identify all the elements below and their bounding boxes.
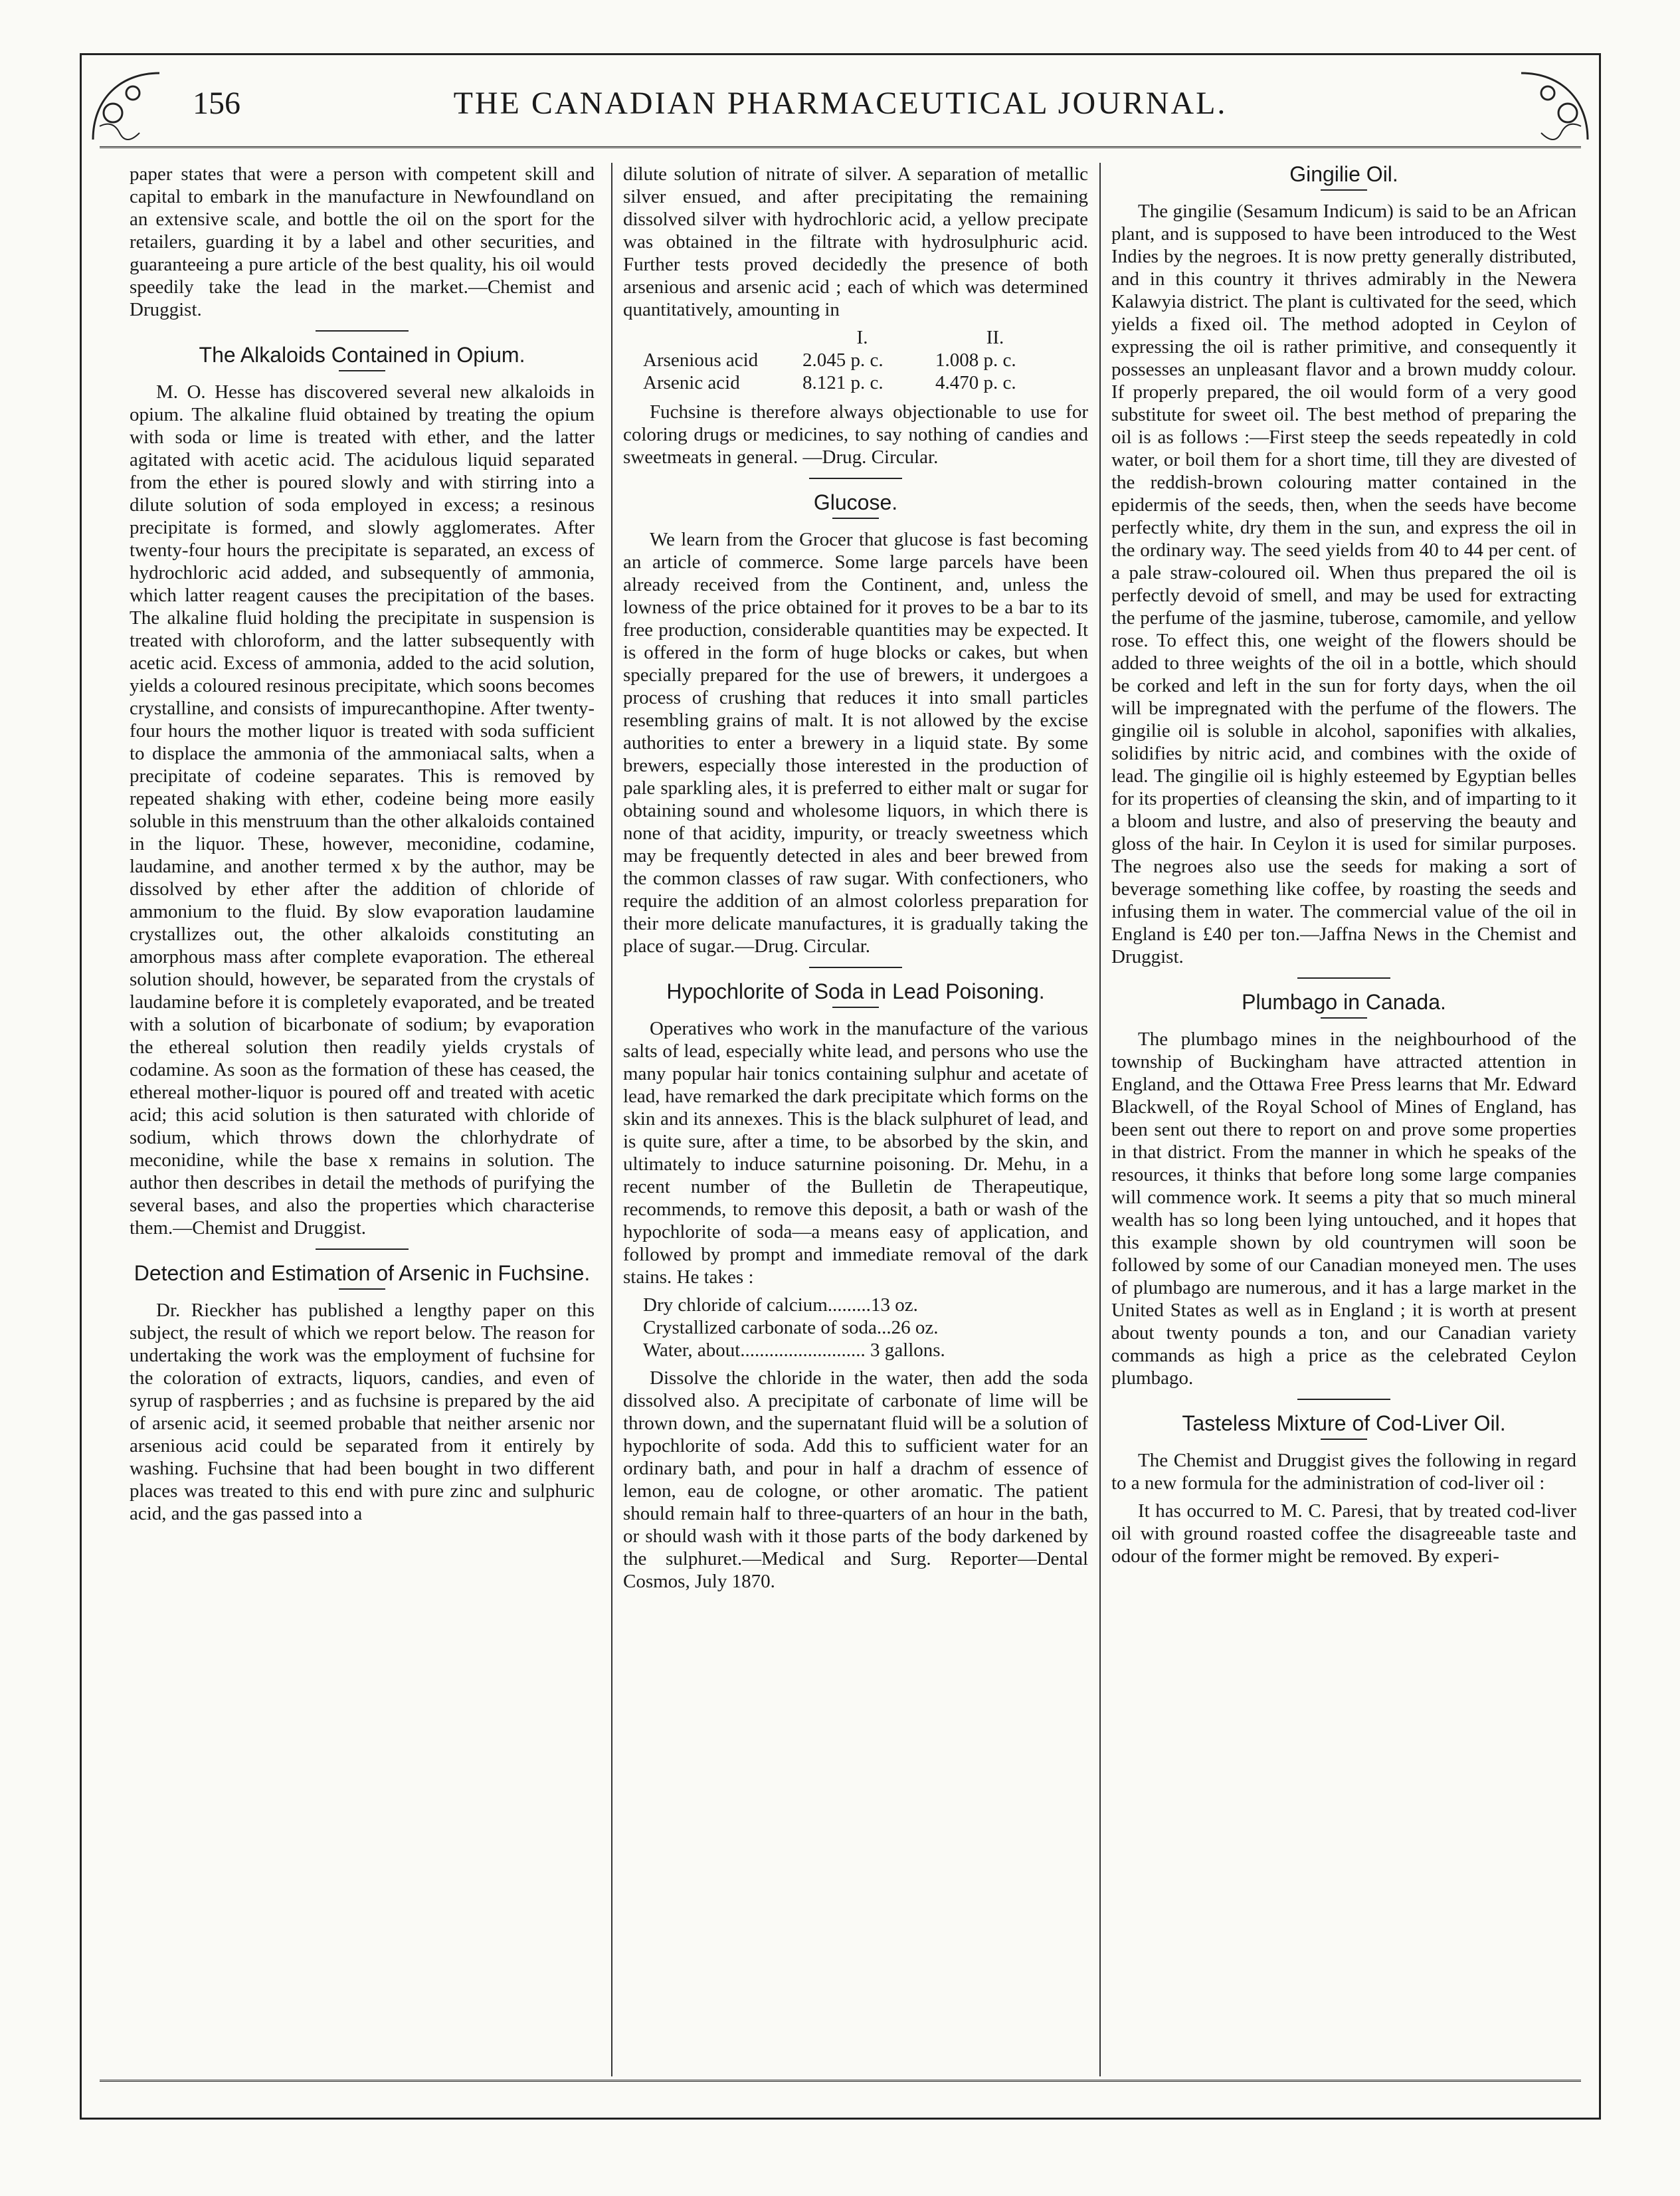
table-cell: Arsenious acid — [643, 349, 759, 371]
heading-rule — [832, 518, 879, 519]
column-divider — [611, 163, 612, 2076]
page-number: 156 — [193, 86, 240, 121]
paragraph: dilute solution of nitrate of silver. A separation of metallic silver ensued, and after precipitating the remaining dissolved silver with hydrochloric acid, a yellow precipate was obtained in the filtrate with hydrosulphuric acid. Further tests proved decidedly the presence of both arsenious and arsenic acid ; each of which was determined quantitatively, amounting in — [623, 163, 1088, 320]
table-cell: Arsenic acid — [643, 372, 740, 393]
heading-rule — [832, 1007, 879, 1008]
heading-rule — [1321, 189, 1367, 191]
paragraph: Dr. Rieckher has published a lengthy paper on this subject, the result of which we report below. The reason for undertaking the work was the employment of fuchsine for the coloration of extracts, liquors, candies, and even of syrup of raspberries ; and as fuchsine is prepared by the aid of arsenic acid, it seemed probable that neither arsenic nor arsenious acid could be separated from it entirely by washing. Fuchsine that had been bought in two different places was treated to this end with pure zinc and sulphuric acid, and the gas passed into a — [130, 1300, 595, 1524]
column-1 — [130, 163, 595, 1530]
heading-rule — [339, 1288, 385, 1290]
arsenic-results-table — [643, 326, 1055, 394]
section-separator — [809, 478, 902, 479]
paragraph: It has occurred to M. C. Paresi, that by treated cod-liver oil with ground roasted coffee the disagreeable taste and odour of the former might be removed. By experi- — [1111, 1500, 1576, 1567]
heading-rule — [339, 370, 385, 371]
header-rule — [100, 146, 1581, 148]
recipe-line: Dry chloride of calcium.........13 oz. — [643, 1294, 918, 1316]
recipe-line: Water, about.......................... 3 gallons. — [643, 1340, 945, 1361]
paragraph: The gingilie (Sesamum Indicum) is said to be an African plant, and is supposed to have been introduced to the West Indies by the negroes. It is now pretty generally distributed, and in this country it thrives admirably in the Newera Kalawyia district. The plant is cultivated for the seed, which yields a fixed oil. The method adopted in Ceylon of expressing the oil is rather primitive, and consequently it possesses an unpleasant flavor and a brown muddy colour. If properly prepared, the oil would form of a very good substitute for sweet oil. The best method of preparing the oil is as follows :—First steep the seeds repeatedly in cold water, or boil them for a short time, till they are divested of the reddish-brown colouring matter contained in the epidermis of the seeds, then, when the seeds have become perfectly white, dry them in the sun, and express the oil in the ordinary way. The seed yields from 40 to 44 per cent. of a pale straw-coloured oil. When thus prepared the oil is perfectly devoid of smell, and may be used for extracting the perfume of the jasmine, tuberose, camomile, and yellow rose. To effect this, one weight of the flowers should be added to three weights of the oil in a bottle, which should be corked and left in the sun for forty days, when the oil will be impregnated with the perfume of the flowers. The gingilie oil is soluble in alcohol, saponifies with alkalies, solidifies by nitric acid, and combines with the oxide of lead. The gingilie oil is highly esteemed by Egyptian belles for its properties of cleansing the skin, and of imparting to it a bloom and lustre, and also of preserving the beauty and gloss of the hair. In Ceylon it is used for similar purposes. The negroes also use the seeds for making a sort of beverage something like coffee, by roasting the seeds and infusing them in water. The commercial value of the oil in England is £40 per ton.—Jaffna News in the Chemist and Druggist. — [1111, 201, 1576, 967]
right-corner-ornament-icon — [1515, 66, 1594, 146]
article-heading: The Alkaloids Contained in Opium. — [199, 343, 525, 367]
table-row — [643, 371, 1055, 394]
article-heading: Hypochlorite of Soda in Lead Poisoning. — [666, 979, 1045, 1003]
column-3 — [1111, 163, 1576, 1573]
table-cell: 8.121 p. c. — [802, 372, 884, 393]
section-separator — [316, 330, 409, 332]
heading-rule — [1321, 1017, 1367, 1019]
table-cell: 2.045 p. c. — [802, 349, 884, 371]
table-header-cell: II. — [986, 327, 1004, 348]
column-2 — [623, 163, 1088, 1598]
table-cell: 4.470 p. c. — [935, 372, 1016, 393]
paragraph: The plumbago mines in the neighbourhood of the township of Buckingham have attracted attention in England, and the Ottawa Free Press learns that Mr. Edward Blackwell, of the Royal School of Mines of England, has been sent out there to report on and prove some properties in that district. From the manner in which he speaks of the resources, it thinks that before long some large companies will commence work. It seems a pity that so much mineral wealth has so long been lying untouched, and it hopes that this example shown by old countrymen will soon be followed by some of our Canadian moneyed men. The uses of plumbago are numerous, and it has a large market in the United States as well as in England ; it is worth at present about twenty pounds a ton, and our Canadian variety commands as high a price as the celebrated Ceylon plumbago. — [1111, 1029, 1576, 1389]
section-separator — [809, 967, 902, 968]
journal-title: THE CANADIAN PHARMACEUTICAL JOURNAL. — [453, 86, 1228, 121]
footer-rule — [100, 2080, 1581, 2082]
recipe-line: Crystallized carbonate of soda...26 oz. — [643, 1317, 939, 1338]
table-cell: 1.008 p. c. — [935, 349, 1016, 371]
article-heading: Plumbago in Canada. — [1242, 990, 1446, 1014]
table-row — [643, 349, 1055, 371]
section-separator — [1297, 977, 1390, 979]
article-heading: Gingilie Oil. — [1289, 162, 1398, 186]
article-heading: Glucose. — [813, 490, 898, 514]
paragraph: paper states that were a person with competent skill and capital to embark in the manufacture in Newfoundland on an extensive scale, and bottle the oil on the sport for the retailers, guarding it by a label and other securities, and guaranteeing a pure article of the best quality, his oil would speedily take the lead in the market.—Chemist and Druggist. — [130, 163, 595, 320]
paragraph: Fuchsine is therefore always objectionable to use for coloring drugs or medicines, to say nothing of candies and sweetmeats in general. —Drug. Circular. — [623, 401, 1088, 468]
column-divider — [1099, 163, 1101, 2076]
paragraph: We learn from the Grocer that glucose is fast becoming an article of commerce. Some large parcels have been already received from the Continent, and, unless the lowness of the price obtained for it proves to be a bar to its free production, considerable quantities may be expected. It is offered in the form of huge blocks or cakes, but when specially prepared for the use of brewers, it undergoes a process of crushing that reduces it into small particles resembling grains of malt. It is not allowed by the excise authorities to enter a brewery in a liquid state. By some brewers, especially those interested in the production of pale sparkling ales, it is preferred to either malt or sugar for obtaining sound and wholesome liquors, in which there is none of that acidity, impurity, or treacly sweetness which may be frequently detected in ales and beer brewed from the common classes of raw sugar. With confectioners, who require the addition of an almost colorless preparation for their more delicate manufactures, it is gradually taking the place of sugar.—Drug. Circular. — [623, 529, 1088, 957]
paragraph: Dissolve the chloride in the water, then add the soda dissolved also. A precipitate of carbonate of lime will be thrown down, and the supernatant fluid will be a solution of hypochlorite of soda. Add this to sufficient water for an ordinary bath, and pour in half a drachm of essence of lemon, eau de cologne, or other aromatic. The patient should remain half to three-quarters of an hour in the bath, or should wash with it those parts of the body darkened by the sulphuret.—Medical and Surg. Reporter—Dental Cosmos, July 1870. — [623, 1367, 1088, 1592]
paragraph: Operatives who work in the manufacture of the various salts of lead, especially white lead, and persons who use the many popular hair tonics containing sulphur and acetate of lead, have remarked the dark precipitate which forms on the skin and its annexes. This is the black sulphuret of lead, and is quite sure, after a time, to be absorbed by the skin, and ultimately to induce saturnine poisoning. Dr. Mehu, in a recent number of the Bulletin de Therapeutique, recommends, to remove this deposit, a bath or wash of the hypochlorite of soda—a means easy of application, and followed by prompt and immediate removal of the dark stains. He takes : — [623, 1018, 1088, 1288]
article-heading: Detection and Estimation of Arsenic in Fuchsine. — [134, 1261, 591, 1285]
page-header — [86, 66, 1594, 146]
recipe-list — [643, 1294, 1088, 1361]
paragraph: M. O. Hesse has discovered several new alkaloids in opium. The alkaline fluid obtained by treating the opium with soda or lime is treated with ether, and the latter agitated with acetic acid. The acidulous liquid separated from the ether is poured slowly and with stirring into a dilute solution of soda employed in excess; a resinous precipitate is formed, and slowly agglomerates. After twenty-four hours the precipitate is separated, an excess of hydrochloric acid added, and subsequently of ammonia, which latter reagent causes the precipitation of the bases. The alkaline fluid holding the precipitate in suspension is treated with chloroform, and the latter subsequently with acetic acid. Excess of ammonia, added to the acid solution, yields a coloured resinous precipitate, which soons becomes crystalline, and consists of impurecanthopine. After twenty-four hours the mother liquor is treated with soda sufficient to displace the ammonia of the ammoniacal salts, when a precipitate of codeine separates. This is removed by repeated shaking with ether, codeine being more easily soluble in this menstruum than the other alkaloids contained in the liquor. These, however, meconidine, codamine, laudamine, and another termed x by the author, may be dissolved by ether after the addition of chloride of ammonium to the fluid. By slow evaporation laudamine crystallizes out, the other alkaloids constituting an amorphous mass after complete evaporation. The ethereal solution should, however, be separated from the crystals of laudamine before it is completely evaporated, and be treated with a solution of bicarbonate of sodium; by evaporation the ethereal solution then readily yields crystals of codamine. As soon as the formation of these has ceased, the ethereal mother-liquor is poured off and treated with acetic acid; this acid solution is then saturated with chloride of sodium, which throws down the chlorhydrate of meconidine, while the base x remains in solution. The author then describes in detail the methods of purifying the several bases, and also the properties which characterise them.—Chemist and Druggist. — [130, 381, 595, 1239]
paragraph: The Chemist and Druggist gives the following in regard to a new formula for the administration of cod-liver oil : — [1111, 1450, 1576, 1494]
table-header-cell: I. — [856, 327, 868, 348]
section-separator — [1297, 1399, 1390, 1400]
table-header-row — [643, 326, 1055, 349]
heading-rule — [1321, 1439, 1367, 1440]
section-separator — [316, 1248, 409, 1250]
article-heading: Tasteless Mixture of Cod-Liver Oil. — [1182, 1411, 1506, 1435]
